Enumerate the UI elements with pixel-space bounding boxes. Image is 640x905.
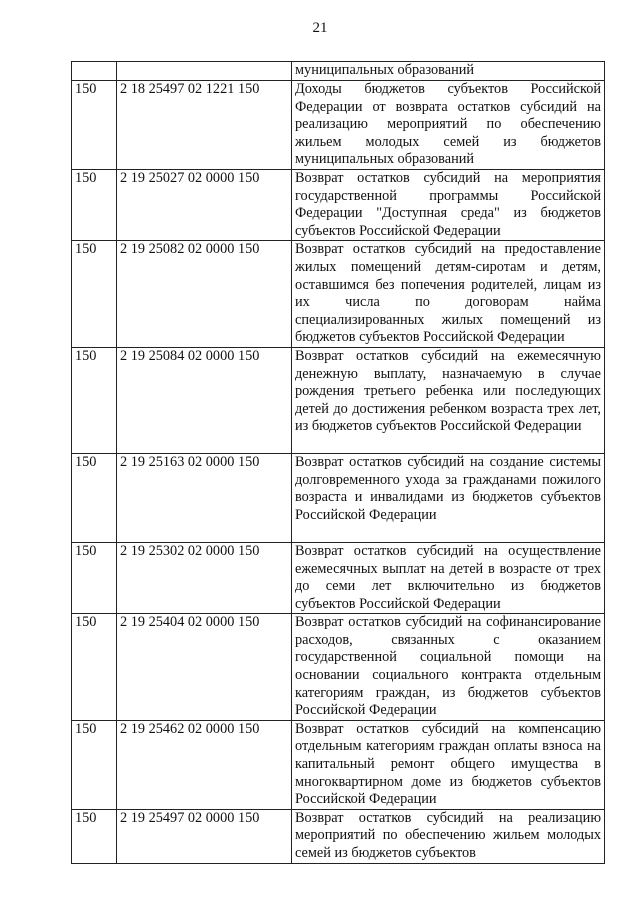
admin-code-cell: 150 [72, 720, 117, 809]
table-row [72, 614, 605, 721]
description-cell: муниципальных образований [292, 62, 605, 81]
budget-code-cell: 2 19 25084 02 0000 150 [117, 347, 292, 453]
description-cell: Возврат остатков субсидий на реализацию мероприятий по обеспечению жильем молодых семей из бюджетов субъектов [292, 809, 605, 863]
budget-code-cell: 2 19 25404 02 0000 150 [117, 614, 292, 721]
table-row [72, 81, 605, 170]
description-cell: Возврат остатков субсидий на предоставление жилых помещений детям-сиротам и детям, оставшимся без попечения родителей, лицам из их числа по договорам найма специализированных жилых помещений из бюджетов субъектов Российской Федерации [292, 241, 605, 348]
admin-code-cell: 150 [72, 81, 117, 170]
admin-code-cell: 150 [72, 542, 117, 613]
table-row [72, 542, 605, 613]
admin-code-cell: 150 [72, 169, 117, 240]
description-cell: Возврат остатков субсидий на мероприятия государственной программы Российской Федерации "Доступная среда" из бюджетов субъектов Российской Федерации [292, 169, 605, 240]
admin-code-cell [72, 62, 117, 81]
budget-codes-table [71, 61, 605, 864]
admin-code-cell: 150 [72, 241, 117, 348]
description-cell: Возврат остатков субсидий на компенсацию отдельным категориям граждан оплаты взноса на капитальный ремонт общего имущества в многоквартирном доме из бюджетов субъектов Российской Федерации [292, 720, 605, 809]
table-row [72, 809, 605, 863]
table-row [72, 241, 605, 348]
description-cell: Доходы бюджетов субъектов Российской Федерации от возврата остатков субсидий на реализацию мероприятий по обеспечению жильем молодых семей из бюджетов муниципальных образований [292, 81, 605, 170]
admin-code-cell: 150 [72, 453, 117, 542]
budget-code-cell: 2 18 25497 02 1221 150 [117, 81, 292, 170]
table-row [72, 453, 605, 542]
table-row [72, 720, 605, 809]
budget-code-cell: 2 19 25497 02 0000 150 [117, 809, 292, 863]
description-cell: Возврат остатков субсидий на ежемесячную денежную выплату, назначаемую в случае рождения третьего ребенка или последующих детей до достижения ребенком возраста трех лет, из бюджетов субъектов Российской Федерации [292, 347, 605, 453]
description-cell: Возврат остатков субсидий на софинансирование расходов, связанных с оказанием государственной социальной помощи на основании социального контракта отдельным категориям граждан, из бюджетов субъектов Российской Федерации [292, 614, 605, 721]
description-cell: Возврат остатков субсидий на осуществление ежемесячных выплат на детей в возрасте от трех до семи лет включительно из бюджетов субъектов Российской Федерации [292, 542, 605, 613]
admin-code-cell: 150 [72, 347, 117, 453]
admin-code-cell: 150 [72, 614, 117, 721]
table-row [72, 347, 605, 453]
table-row [72, 169, 605, 240]
budget-code-cell: 2 19 25163 02 0000 150 [117, 453, 292, 542]
table-row [72, 62, 605, 81]
budget-code-cell: 2 19 25082 02 0000 150 [117, 241, 292, 348]
budget-code-cell [117, 62, 292, 81]
budget-code-cell: 2 19 25302 02 0000 150 [117, 542, 292, 613]
admin-code-cell: 150 [72, 809, 117, 863]
budget-code-cell: 2 19 25027 02 0000 150 [117, 169, 292, 240]
budget-code-cell: 2 19 25462 02 0000 150 [117, 720, 292, 809]
page-number: 21 [312, 20, 328, 36]
description-cell: Возврат остатков субсидий на создание системы долговременного ухода за гражданами пожилого возраста и инвалидами из бюджетов субъектов Российской Федерации [292, 453, 605, 542]
